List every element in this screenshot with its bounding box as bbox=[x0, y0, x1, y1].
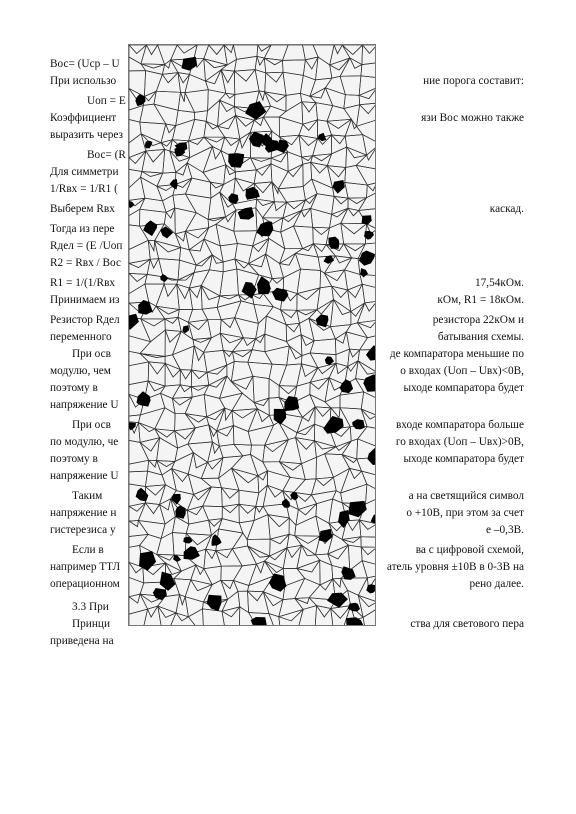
text-line-left: напряжение U bbox=[50, 470, 119, 482]
text-line-left: Если в bbox=[72, 544, 104, 556]
text-line-left: Тогда из пере bbox=[50, 223, 115, 235]
text-line-left: гистерезиса у bbox=[50, 524, 116, 536]
text-line-left: Uоп = E bbox=[87, 95, 126, 107]
text-line-right: ва с цифровой схемой, bbox=[415, 544, 524, 556]
text-line-left: R1 = 1/(1/Rвх bbox=[50, 277, 116, 289]
text-line-left: Таким bbox=[72, 490, 103, 502]
text-line-left: Принци bbox=[72, 618, 110, 630]
text-line-left: 1/Rвх = 1/R1 ( bbox=[50, 183, 118, 195]
text-line-left: переменного bbox=[50, 331, 112, 343]
text-line-right: батывания схемы. bbox=[437, 331, 524, 343]
text-line-left: Принимаем из bbox=[50, 294, 120, 306]
text-line-right: о входах (Uоп – Uвх)<0В, bbox=[400, 365, 524, 377]
black-blob bbox=[175, 506, 185, 519]
text-line-right: рено далее. bbox=[469, 578, 524, 590]
text-line-left: операционном bbox=[50, 578, 120, 590]
text-line-right: ства для светового пера bbox=[410, 618, 524, 630]
text-line-right: атель уровня ±10В в 0-3В на bbox=[386, 561, 524, 573]
text-line-right: 17,54кОм. bbox=[474, 277, 524, 289]
text-line-left: Для симметри bbox=[50, 166, 119, 178]
text-line-right: е –0,3В. bbox=[486, 524, 524, 536]
text-line-right: ние порога составит: bbox=[423, 75, 524, 87]
text-line-right: резистора 22кОм и bbox=[432, 314, 524, 326]
text-line-left: поэтому в bbox=[50, 382, 98, 394]
text-line-left: Коэффициент bbox=[50, 112, 117, 124]
text-line-right: каскад. bbox=[489, 203, 524, 215]
text-line-right: входе компаратора больше bbox=[395, 419, 524, 431]
text-line-left: приведена на bbox=[50, 635, 114, 647]
text-line-right: де компаратора меньшие по bbox=[389, 348, 524, 360]
text-line-right: кОм, R1 = 18кОм. bbox=[437, 294, 524, 306]
text-line-left: Выберем Rвх bbox=[50, 203, 115, 215]
text-line-right: язи Вос можно также bbox=[421, 112, 524, 124]
text-line-left: выразить через bbox=[50, 129, 123, 141]
text-line-left: поэтому в bbox=[50, 453, 98, 465]
text-line-right: ыходе компаратора будет bbox=[403, 453, 524, 465]
text-line-left: например ТТЛ bbox=[50, 561, 121, 573]
text-line-left: При осв bbox=[72, 348, 111, 360]
text-line-left: Rдел = (E /Uоп bbox=[50, 240, 123, 252]
text-line-right: ыходе компаратора будет bbox=[403, 382, 524, 394]
text-line-right: го входах (Uоп – Uвх)>0В, bbox=[395, 436, 524, 448]
text-line-left: напряжение н bbox=[50, 507, 117, 519]
text-line-left: Резистор Rдел bbox=[50, 314, 120, 326]
text-line-left: напряжение U bbox=[50, 399, 119, 411]
text-line-left: Вос= (R bbox=[87, 149, 126, 161]
text-line-left: 3.3 При bbox=[72, 601, 109, 613]
text-line-right: а на светящийся символ bbox=[408, 490, 524, 502]
mosaic-pattern bbox=[129, 45, 376, 626]
text-line-left: При осв bbox=[72, 419, 111, 431]
text-line-right: о +10В, при этом за счет bbox=[406, 507, 524, 519]
text-line-left: При использо bbox=[50, 75, 117, 87]
text-line-left: по модулю, че bbox=[50, 436, 119, 448]
text-line-left: Вос= (Uср – U bbox=[50, 58, 120, 70]
voronoi-overlay-image bbox=[128, 44, 376, 626]
text-line-left: модулю, чем bbox=[50, 365, 111, 377]
text-line-left: R2 = Rвх / Вос bbox=[50, 257, 121, 269]
